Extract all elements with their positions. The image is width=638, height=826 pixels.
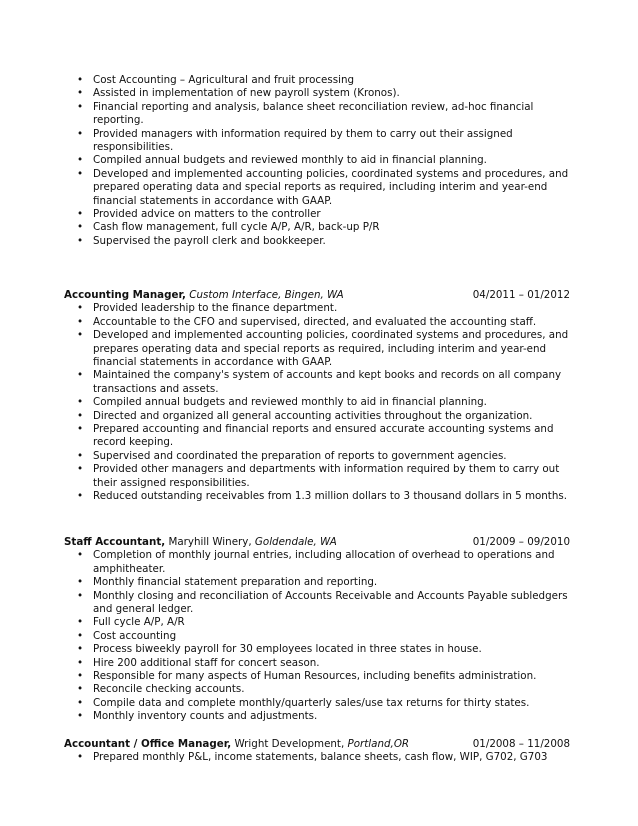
list-item bbox=[64, 463, 570, 490]
job-title: Staff Accountant, bbox=[64, 536, 166, 548]
bullet-text: Financial reporting and analysis, balance sheet reconciliation review, ad-hoc financial reporting. bbox=[93, 100, 534, 127]
bullet-text: Supervised and coordinated the preparation of reports to government agencies. bbox=[93, 449, 507, 462]
bullet-text: Compiled annual budgets and reviewed monthly to aid in financial planning. bbox=[93, 154, 487, 167]
bullet-text: Monthly inventory counts and adjustments. bbox=[93, 710, 318, 723]
bullet-text: Provided leadership to the finance department. bbox=[93, 302, 338, 315]
bullet-icon: • bbox=[76, 549, 84, 562]
bullet-text: Provided other managers and departments with information required by them to carry out their assigned responsibilities. bbox=[93, 463, 560, 489]
list-item bbox=[64, 208, 570, 221]
bullet-icon: • bbox=[76, 221, 84, 234]
list-item bbox=[64, 670, 570, 683]
job-title: Accounting Manager, bbox=[64, 289, 186, 301]
bullet-text: Hire 200 additional staff for concert season. bbox=[93, 656, 320, 669]
bullet-text: Completion of monthly journal entries, including allocation of overhead to operations and amphitheater. bbox=[93, 549, 555, 575]
bullet-icon: • bbox=[76, 683, 84, 696]
bullet-icon: • bbox=[76, 154, 84, 167]
bullet-icon: • bbox=[76, 643, 84, 656]
job-accounting-manager bbox=[64, 289, 570, 503]
list-item bbox=[64, 710, 570, 723]
bullet-text: Full cycle A/P, A/R bbox=[93, 616, 185, 629]
list-item bbox=[64, 490, 570, 503]
bullet-icon: • bbox=[76, 208, 84, 221]
bullet-text: Prepared monthly P&L, income statements, balance sheets, cash flow, WIP, G702, G703 bbox=[93, 751, 548, 764]
bullet-icon: • bbox=[76, 329, 84, 342]
list-item bbox=[64, 235, 570, 248]
bullet-text: Maintained the company's system of accounts and kept books and records on all company transactions and assets. bbox=[93, 369, 562, 395]
list-item bbox=[64, 128, 570, 155]
bullet-text: Reduced outstanding receivables from 1.3 million dollars to 3 thousand dollars in 5 months. bbox=[93, 490, 568, 503]
bullet-icon: • bbox=[76, 616, 84, 629]
bullet-icon: • bbox=[76, 696, 84, 709]
list-item bbox=[64, 302, 570, 315]
bullet-text: Developed and implemented accounting policies, coordinated systems and procedures, and prepares operating data and special reports as required, including interim and year-end financial statements in accordance with GAAP. bbox=[93, 329, 569, 369]
bullet-icon: • bbox=[76, 656, 84, 669]
job-header bbox=[64, 289, 570, 302]
list-item bbox=[64, 549, 570, 576]
job-bullet-list bbox=[64, 302, 570, 503]
bullet-text: Assisted in implementation of new payroll system (Kronos). bbox=[93, 87, 400, 100]
bullet-icon: • bbox=[76, 369, 84, 382]
list-item bbox=[64, 683, 570, 696]
bullet-text: Monthly closing and reconciliation of Accounts Receivable and Accounts Payable subledgers and general ledger. bbox=[93, 589, 568, 616]
list-item bbox=[64, 329, 570, 369]
bullet-text: Compiled annual budgets and reviewed monthly to aid in financial planning. bbox=[93, 396, 487, 409]
bullet-text: Cost accounting bbox=[93, 629, 177, 642]
job-bullet-list bbox=[64, 549, 570, 723]
bullet-text: Supervised the payroll clerk and bookkeeper. bbox=[93, 234, 326, 247]
job-dates: 04/2011 – 01/2012 bbox=[472, 289, 570, 301]
bullet-icon: • bbox=[76, 576, 84, 589]
bullet-icon: • bbox=[76, 167, 84, 180]
bullet-text: Cash flow management, full cycle A/P, A/R, back-up P/R bbox=[93, 221, 380, 234]
list-item bbox=[64, 74, 570, 87]
bullet-text: Reconcile checking accounts. bbox=[93, 683, 245, 696]
bullet-text: Responsible for many aspects of Human Resources, including benefits administration. bbox=[93, 670, 537, 683]
job-header bbox=[64, 738, 570, 751]
bullet-icon: • bbox=[76, 490, 84, 503]
job-location: Portland,OR bbox=[347, 738, 410, 750]
bullet-icon: • bbox=[76, 396, 84, 409]
job-dates: 01/2008 – 11/2008 bbox=[472, 738, 570, 750]
list-item bbox=[64, 154, 570, 167]
list-item bbox=[64, 410, 570, 423]
list-item bbox=[64, 450, 570, 463]
bullet-text: Provided advice on matters to the controller bbox=[93, 208, 321, 221]
list-item bbox=[64, 697, 570, 710]
bullet-icon: • bbox=[76, 589, 84, 602]
job-bullet-list bbox=[64, 751, 570, 764]
job-title: Accountant / Office Manager, bbox=[64, 738, 232, 750]
job-location: Goldendale, WA bbox=[254, 536, 337, 548]
intro-bullet-list bbox=[64, 74, 570, 248]
bullet-text: Accountable to the CFO and supervised, directed, and evaluated the accounting staff. bbox=[93, 315, 537, 328]
bullet-text: Provided managers with information required by them to carry out their assigned responsibilities. bbox=[93, 127, 513, 154]
bullet-icon: • bbox=[76, 100, 84, 113]
list-item bbox=[64, 590, 570, 617]
bullet-icon: • bbox=[76, 315, 84, 328]
job-dates: 01/2009 – 09/2010 bbox=[472, 536, 570, 548]
list-item bbox=[64, 630, 570, 643]
job-company-location: Custom Interface, Bingen, WA bbox=[189, 289, 344, 301]
job-staff-accountant bbox=[64, 536, 570, 724]
bullet-text: Directed and organized all general accounting activities throughout the organization. bbox=[93, 409, 533, 422]
bullet-icon: • bbox=[76, 74, 84, 86]
list-item bbox=[64, 168, 570, 208]
bullet-icon: • bbox=[76, 629, 84, 642]
bullet-icon: • bbox=[76, 449, 84, 462]
intro-section bbox=[64, 74, 570, 248]
bullet-icon: • bbox=[76, 409, 84, 422]
job-header bbox=[64, 536, 570, 549]
bullet-icon: • bbox=[76, 710, 84, 723]
job-company: Wright Development, bbox=[234, 738, 345, 750]
list-item bbox=[64, 101, 570, 128]
bullet-icon: • bbox=[76, 127, 84, 140]
list-item bbox=[64, 369, 570, 396]
bullet-text: Cost Accounting – Agricultural and fruit processing bbox=[93, 74, 355, 86]
bullet-icon: • bbox=[76, 302, 84, 315]
bullet-text: Developed and implemented accounting policies, coordinated systems and procedures, and prepared operating data and special reports as required, including interim and year-end financial statements in accordance with GAAP. bbox=[93, 167, 569, 207]
bullet-text: Prepared accounting and financial reports and ensured accurate accounting systems and record keeping. bbox=[93, 423, 554, 449]
job-company: Maryhill Winery, bbox=[168, 536, 252, 548]
bullet-icon: • bbox=[76, 423, 84, 436]
list-item bbox=[64, 316, 570, 329]
list-item bbox=[64, 87, 570, 100]
bullet-icon: • bbox=[76, 87, 84, 100]
bullet-text: Monthly financial statement preparation and reporting. bbox=[93, 576, 378, 589]
bullet-text: Process biweekly payroll for 30 employees located in three states in house. bbox=[93, 643, 482, 656]
bullet-icon: • bbox=[76, 463, 84, 476]
bullet-icon: • bbox=[76, 751, 84, 764]
list-item bbox=[64, 643, 570, 656]
job-accountant-office-manager bbox=[64, 738, 570, 765]
list-item bbox=[64, 576, 570, 589]
list-item bbox=[64, 657, 570, 670]
bullet-icon: • bbox=[76, 234, 84, 247]
bullet-icon: • bbox=[76, 670, 84, 683]
list-item bbox=[64, 751, 570, 764]
list-item bbox=[64, 221, 570, 234]
list-item bbox=[64, 616, 570, 629]
bullet-text: Compile data and complete monthly/quarterly sales/use tax returns for thirty states. bbox=[93, 696, 530, 709]
list-item bbox=[64, 423, 570, 450]
list-item bbox=[64, 396, 570, 409]
